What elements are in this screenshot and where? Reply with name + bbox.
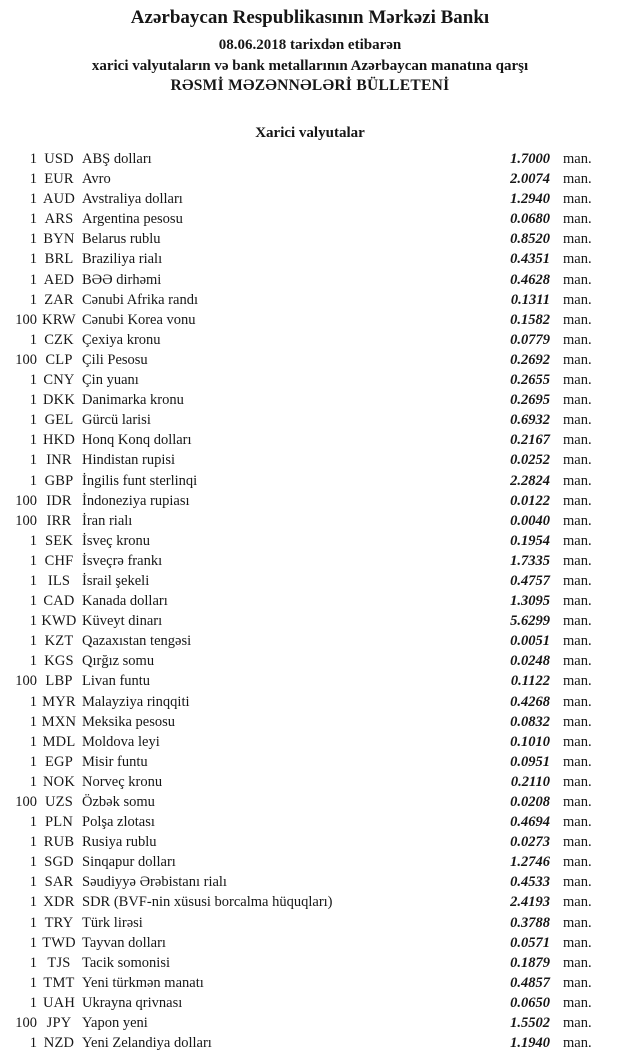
currency-quantity: 1 <box>29 271 37 288</box>
currency-unit: man. <box>563 311 592 328</box>
currency-rate: 2.2824 <box>510 472 550 489</box>
currency-unit: man. <box>563 1015 592 1032</box>
currency-rate: 0.0040 <box>510 512 550 529</box>
currency-name: Çexiya kronu <box>82 331 161 348</box>
currency-quantity: 1 <box>29 532 37 549</box>
table-row <box>0 732 620 752</box>
currency-name: Hindistan rupisi <box>82 452 176 469</box>
currency-name: BƏƏ dirhəmi <box>82 271 162 288</box>
currency-unit: man. <box>563 653 592 670</box>
currency-unit: man. <box>563 572 592 589</box>
currency-quantity: 1 <box>29 854 37 871</box>
currency-unit: man. <box>563 753 592 770</box>
currency-name: Tayvan dolları <box>82 934 166 951</box>
currency-unit: man. <box>563 954 592 971</box>
currency-quantity: 1 <box>29 934 37 951</box>
bulletin-title: RƏSMİ MƏZƏNNƏLƏRİ BÜLLETENİ <box>170 77 450 94</box>
table-row <box>0 812 620 832</box>
table-row <box>0 229 620 249</box>
currency-unit: man. <box>563 894 592 911</box>
table-row <box>0 330 620 350</box>
currency-code: SAR <box>44 874 74 891</box>
bulletin-header <box>0 0 620 95</box>
currency-name: Norveç kronu <box>82 773 163 790</box>
currency-rate: 2.0074 <box>510 171 550 188</box>
currency-code: GBP <box>44 472 74 489</box>
currency-unit: man. <box>563 994 592 1011</box>
currency-unit: man. <box>563 733 592 750</box>
currency-rate: 1.1940 <box>510 1035 550 1052</box>
table-row <box>0 651 620 671</box>
currency-code: AED <box>43 271 75 288</box>
table-row <box>0 872 620 892</box>
currency-rate: 0.6932 <box>510 412 550 429</box>
table-row <box>0 249 620 269</box>
currency-rate: 0.0832 <box>510 713 550 730</box>
currency-quantity: 1 <box>29 693 37 710</box>
currency-rate: 0.0248 <box>510 653 550 670</box>
currency-unit: man. <box>563 934 592 951</box>
currency-unit: man. <box>563 693 592 710</box>
currency-quantity: 1 <box>29 613 37 630</box>
currency-code: GEL <box>44 412 74 429</box>
currency-unit: man. <box>563 331 592 348</box>
currency-unit: man. <box>563 633 592 650</box>
currency-unit: man. <box>563 452 592 469</box>
currency-quantity: 1 <box>29 653 37 670</box>
currency-quantity: 1 <box>29 552 37 569</box>
currency-unit: man. <box>563 613 592 630</box>
currency-code: TJS <box>47 954 71 971</box>
currency-rate: 0.0122 <box>510 492 550 509</box>
currency-unit: man. <box>563 412 592 429</box>
table-row <box>0 692 620 712</box>
currency-code: RUB <box>43 834 75 851</box>
table-row <box>0 591 620 611</box>
currency-name: Gürcü larisi <box>82 412 151 429</box>
currency-name: Braziliya rialı <box>82 251 163 268</box>
currency-quantity: 1 <box>29 1035 37 1052</box>
currency-name: Danimarka kronu <box>82 392 184 409</box>
currency-code: JPY <box>46 1015 72 1032</box>
currency-code: AUD <box>42 191 75 208</box>
currency-rate: 0.1954 <box>510 532 550 549</box>
currency-code: PLN <box>45 814 73 831</box>
currency-quantity: 1 <box>29 211 37 228</box>
currency-name: Yeni türkmən manatı <box>82 974 204 991</box>
currency-unit: man. <box>563 171 592 188</box>
currency-name: İsveç kronu <box>82 532 151 549</box>
currency-name: Küveyt dinarı <box>82 613 163 630</box>
currency-code: NZD <box>43 1035 75 1052</box>
currency-name: Belarus rublu <box>82 231 161 248</box>
currency-code: MXN <box>41 713 77 730</box>
currency-quantity: 1 <box>29 572 37 589</box>
currency-quantity: 1 <box>29 392 37 409</box>
currency-rate: 0.4628 <box>510 271 550 288</box>
currency-quantity: 100 <box>15 351 37 368</box>
currency-quantity: 1 <box>29 874 37 891</box>
currency-name: Rusiya rublu <box>82 834 157 851</box>
currency-quantity: 1 <box>29 713 37 730</box>
subtitle-line: xarici valyutaların və bank metallarının Azərbaycan manatına qarşı <box>91 58 529 74</box>
currency-rate: 1.2746 <box>510 854 550 871</box>
table-row <box>0 370 620 390</box>
table-row <box>0 832 620 852</box>
bank-title: Azərbaycan Respublikasının Mərkəzi Bankı <box>130 7 490 28</box>
currency-code: IRR <box>46 512 72 529</box>
currency-name: Malayziya rinqqiti <box>82 693 190 710</box>
table-row <box>0 1033 620 1053</box>
currency-unit: man. <box>563 974 592 991</box>
currency-name: Cənubi Afrika randı <box>82 291 198 308</box>
currency-unit: man. <box>563 814 592 831</box>
table-row <box>0 852 620 872</box>
currency-name: Kanada dolları <box>82 593 168 610</box>
currency-unit: man. <box>563 834 592 851</box>
currency-name: Cənubi Korea vonu <box>82 311 196 328</box>
currency-rate: 0.1311 <box>510 291 550 308</box>
currency-rate: 0.0273 <box>510 834 550 851</box>
currency-name: Səudiyyə Ərəbistanı rialı <box>82 874 227 891</box>
currency-code: BYN <box>43 231 75 248</box>
currency-rate: 0.1582 <box>510 311 550 328</box>
table-row <box>0 752 620 772</box>
table-row <box>0 270 620 290</box>
effective-date-line: 08.06.2018 tarixdən etibarən <box>218 37 402 53</box>
currency-rate: 0.4533 <box>510 874 550 891</box>
currency-code: SGD <box>44 854 74 871</box>
currency-code: XDR <box>43 894 75 911</box>
table-row <box>0 491 620 511</box>
currency-rate: 0.2110 <box>510 773 550 790</box>
currency-unit: man. <box>563 472 592 489</box>
currency-rate: 1.5502 <box>510 1015 550 1032</box>
currency-quantity: 100 <box>15 311 37 328</box>
currency-code: CLP <box>45 351 73 368</box>
currency-rate: 0.0571 <box>510 934 550 951</box>
currency-code: USD <box>44 151 74 167</box>
currency-unit: man. <box>563 512 592 529</box>
currency-name: Avstraliya dolları <box>82 191 183 208</box>
currency-code: CZK <box>44 331 74 348</box>
currency-rate: 0.0680 <box>510 211 550 228</box>
currency-unit: man. <box>563 191 592 208</box>
currency-code: KZT <box>44 633 74 650</box>
currency-unit: man. <box>563 392 592 409</box>
currency-unit: man. <box>563 532 592 549</box>
table-row <box>0 973 620 993</box>
currency-unit: man. <box>563 552 592 569</box>
currency-rate: 0.1879 <box>510 954 550 971</box>
currency-quantity: 1 <box>29 753 37 770</box>
currency-quantity: 1 <box>29 191 37 208</box>
currency-name: Ukrayna qrivnası <box>82 994 183 1011</box>
table-row <box>0 631 620 651</box>
currency-rate: 5.6299 <box>510 613 550 630</box>
table-row <box>0 410 620 430</box>
table-row <box>0 892 620 912</box>
currency-quantity: 1 <box>29 733 37 750</box>
currency-unit: man. <box>563 291 592 308</box>
currency-name: Yeni Zelandiya dolları <box>82 1035 212 1052</box>
currency-quantity: 1 <box>29 331 37 348</box>
currency-code: SEK <box>45 532 73 549</box>
currency-unit: man. <box>563 372 592 389</box>
currency-code: TMT <box>43 974 75 991</box>
table-row <box>0 350 620 370</box>
currency-name: İndoneziya rupiası <box>82 492 190 509</box>
currency-name: Argentina pesosu <box>82 211 183 228</box>
table-row <box>0 430 620 450</box>
table-row <box>0 1013 620 1033</box>
table-row <box>0 189 620 209</box>
currency-name: Özbək somu <box>82 794 155 810</box>
currency-quantity: 1 <box>29 372 37 389</box>
currency-unit: man. <box>563 251 592 268</box>
currency-unit: man. <box>563 151 592 167</box>
currency-unit: man. <box>563 713 592 730</box>
currency-rate: 0.8520 <box>510 231 550 248</box>
currency-code: MYR <box>42 693 76 710</box>
table-row <box>0 772 620 792</box>
currency-rate: 0.2695 <box>510 392 550 409</box>
currency-unit: man. <box>563 351 592 368</box>
currency-rate: 0.0650 <box>510 994 550 1011</box>
currency-code: DKK <box>42 392 75 409</box>
currency-name: Sinqapur dolları <box>82 854 176 871</box>
currency-name: Tacik somonisi <box>82 954 170 971</box>
currency-code: TWD <box>42 934 76 951</box>
table-row <box>0 571 620 591</box>
currency-name: Qazaxıstan tengəsi <box>82 633 192 650</box>
currency-name: Avro <box>82 171 111 188</box>
table-row <box>0 671 620 691</box>
table-row <box>0 933 620 953</box>
currency-quantity: 1 <box>29 633 37 650</box>
currency-quantity: 1 <box>29 994 37 1011</box>
rates-table <box>0 149 620 1053</box>
table-row <box>0 310 620 330</box>
currency-unit: man. <box>563 673 592 690</box>
currency-rate: 0.1122 <box>510 673 550 690</box>
currency-quantity: 1 <box>29 291 37 308</box>
currency-quantity: 1 <box>29 834 37 851</box>
currency-unit: man. <box>563 1035 592 1052</box>
currency-rate: 0.0779 <box>510 331 550 348</box>
currency-name: Meksika pesosu <box>82 713 176 730</box>
currency-rate: 0.2655 <box>510 372 550 389</box>
currency-quantity: 1 <box>29 151 37 167</box>
currency-code: EGP <box>45 753 73 770</box>
currency-quantity: 1 <box>29 954 37 971</box>
currency-code: KRW <box>42 311 76 328</box>
currency-rate: 0.1010 <box>510 733 550 750</box>
currency-quantity: 100 <box>15 794 37 810</box>
currency-rate: 0.4757 <box>510 572 550 589</box>
table-row <box>0 390 620 410</box>
table-row <box>0 611 620 631</box>
currency-code: KWD <box>41 613 77 630</box>
currency-unit: man. <box>563 773 592 790</box>
currency-code: ARS <box>44 211 74 228</box>
currency-name: Çili Pesosu <box>82 351 148 368</box>
currency-unit: man. <box>563 211 592 228</box>
currency-code: CAD <box>43 593 75 610</box>
currency-name: Çin yuanı <box>82 372 139 389</box>
currency-unit: man. <box>563 914 592 931</box>
currency-code: ILS <box>47 572 71 589</box>
currency-quantity: 100 <box>15 492 37 509</box>
table-row <box>0 471 620 491</box>
currency-unit: man. <box>563 794 592 810</box>
currency-unit: man. <box>563 432 592 449</box>
currency-rate: 0.0252 <box>510 452 550 469</box>
currency-unit: man. <box>563 231 592 248</box>
currency-rate: 0.2167 <box>510 432 550 449</box>
table-row <box>0 209 620 229</box>
currency-quantity: 1 <box>29 452 37 469</box>
currency-quantity: 1 <box>29 593 37 610</box>
currency-name: Moldova leyi <box>82 733 160 750</box>
table-row <box>0 712 620 732</box>
currency-quantity: 1 <box>29 894 37 911</box>
currency-name: Qırğız somu <box>82 653 155 670</box>
currency-quantity: 1 <box>29 251 37 268</box>
currency-name: Misir funtu <box>82 753 148 770</box>
currency-rate: 1.7000 <box>510 151 550 167</box>
currency-quantity: 1 <box>29 914 37 931</box>
table-row <box>0 290 620 310</box>
currency-quantity: 100 <box>15 1015 37 1032</box>
currency-unit: man. <box>563 271 592 288</box>
currency-name: Livan funtu <box>82 673 151 690</box>
currency-quantity: 1 <box>29 773 37 790</box>
currency-unit: man. <box>563 874 592 891</box>
currency-rate: 0.4351 <box>510 251 550 268</box>
currency-code: BRL <box>44 251 74 268</box>
currency-name: SDR (BVF-nin xüsusi borcalma hüquqları) <box>82 894 333 911</box>
currency-quantity: 1 <box>29 231 37 248</box>
currency-unit: man. <box>563 593 592 610</box>
currency-code: TRY <box>44 914 74 931</box>
table-row <box>0 953 620 973</box>
currency-rate: 0.0951 <box>510 753 550 770</box>
section-title-foreign-currencies: Xarici valyutalar <box>255 125 365 141</box>
currency-code: INR <box>46 452 72 469</box>
currency-name: İran rialı <box>82 512 133 529</box>
currency-quantity: 1 <box>29 472 37 489</box>
currency-code: CHF <box>44 552 74 569</box>
currency-rate: 0.4857 <box>510 974 550 991</box>
table-row <box>0 531 620 551</box>
currency-code: UZS <box>45 794 73 810</box>
currency-rate: 0.4268 <box>510 693 550 710</box>
table-row <box>0 913 620 933</box>
currency-code: ZAR <box>44 291 74 308</box>
currency-name: Polşa zlotası <box>82 814 155 831</box>
currency-quantity: 1 <box>29 974 37 991</box>
currency-code: UAH <box>42 994 75 1011</box>
currency-name: Honq Konq dolları <box>82 432 192 449</box>
currency-name: ABŞ dolları <box>82 151 152 167</box>
currency-rate: 0.3788 <box>510 914 550 931</box>
currency-code: MDL <box>42 733 76 750</box>
currency-rate: 2.4193 <box>510 894 550 911</box>
table-row <box>0 993 620 1013</box>
currency-rate: 0.0051 <box>510 633 550 650</box>
table-row <box>0 149 620 169</box>
currency-quantity: 1 <box>29 412 37 429</box>
currency-name: Yapon yeni <box>82 1015 148 1032</box>
currency-code: HKD <box>42 432 75 449</box>
currency-rate: 1.2940 <box>510 191 550 208</box>
table-row <box>0 792 620 812</box>
currency-rate: 0.4694 <box>510 814 550 831</box>
currency-quantity: 100 <box>15 512 37 529</box>
currency-rate: 0.0208 <box>510 794 550 810</box>
currency-code: EUR <box>44 171 74 188</box>
currency-code: CNY <box>43 372 75 389</box>
currency-unit: man. <box>563 854 592 871</box>
currency-quantity: 1 <box>29 171 37 188</box>
currency-quantity: 1 <box>29 814 37 831</box>
table-row <box>0 511 620 531</box>
currency-name: İngilis funt sterlinqi <box>82 472 198 489</box>
currency-rate: 1.7335 <box>510 552 550 569</box>
currency-code: NOK <box>42 773 75 790</box>
currency-unit: man. <box>563 492 592 509</box>
table-row <box>0 450 620 470</box>
currency-name: İsrail şekeli <box>82 572 150 589</box>
table-row <box>0 551 620 571</box>
currency-code: KGS <box>44 653 74 670</box>
currency-quantity: 1 <box>29 432 37 449</box>
currency-rate: 0.2692 <box>510 351 550 368</box>
currency-code: LBP <box>45 673 73 690</box>
currency-name: İsveçrə frankı <box>82 552 163 569</box>
table-row <box>0 169 620 189</box>
currency-name: Türk lirəsi <box>82 914 143 931</box>
currency-quantity: 100 <box>15 673 37 690</box>
currency-rate: 1.3095 <box>510 593 550 610</box>
currency-code: IDR <box>46 492 72 509</box>
